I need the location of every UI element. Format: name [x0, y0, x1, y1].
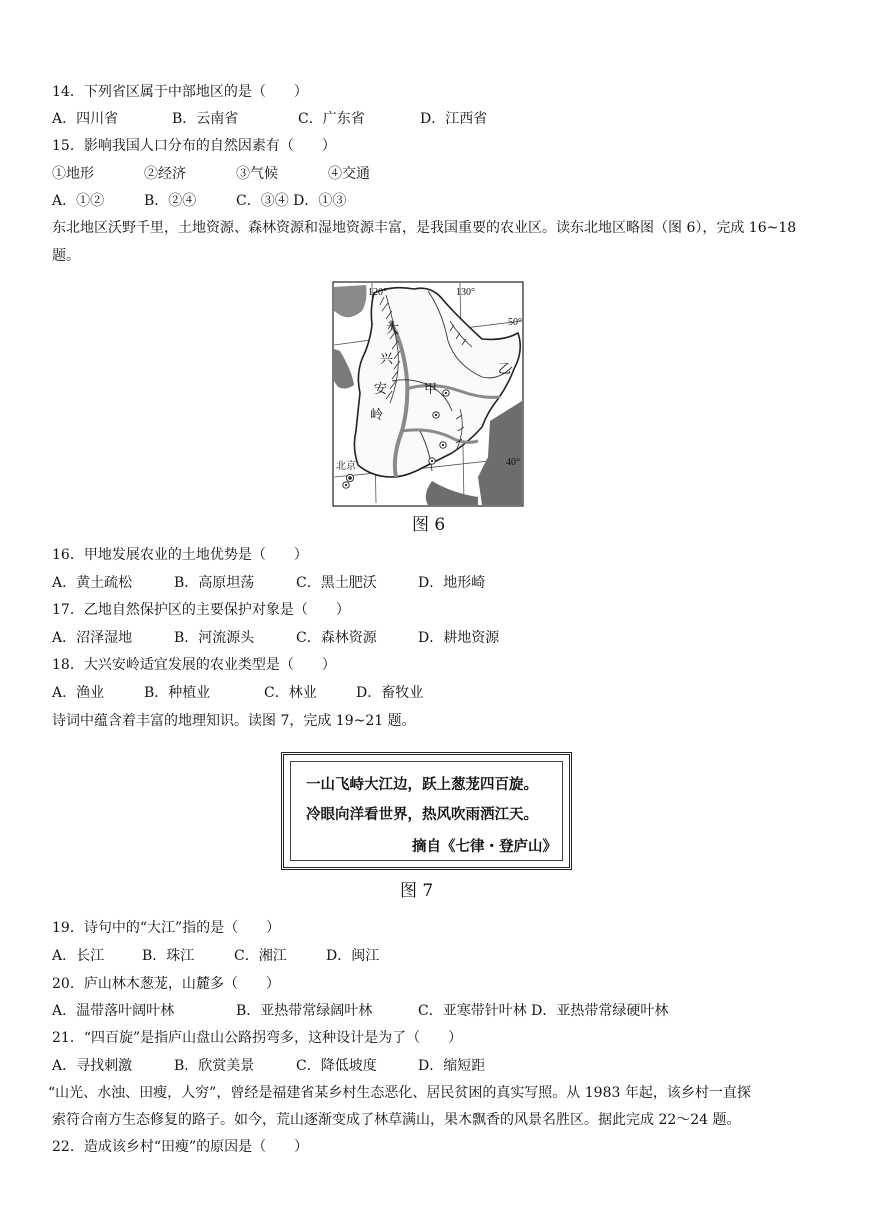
- figure-7-caption: 图 7: [400, 881, 434, 901]
- q18-stem: 18．大兴安岭适宜发展的农业类型是（ ）: [52, 657, 336, 673]
- northeast-china-map: [332, 281, 524, 507]
- poem-source: 摘自《七律・登庐山》: [412, 838, 557, 855]
- q14-stem: 14．下列省区属于中部地区的是（ ）: [52, 84, 308, 100]
- range-char-4: 岭: [370, 408, 384, 423]
- q20-stem: 20．庐山林木葱茏，山麓多（ ）: [52, 976, 280, 992]
- range-char-1: 大: [386, 322, 400, 337]
- lat-40-label: 40°: [506, 457, 520, 468]
- q18-option-b: B．种植业: [144, 685, 211, 701]
- q19-option-a: A．长江: [52, 948, 105, 964]
- lon-120-label: 120°: [368, 287, 387, 298]
- q19-option-c: C．湘江: [234, 948, 287, 964]
- q21-stem: 21．“四百旋”是指庐山盘山公路拐弯多，这种设计是为了（ ）: [52, 1030, 463, 1046]
- q16-stem: 16．甲地发展农业的土地优势是（ ）: [52, 547, 308, 563]
- intro-22-24-line2: 索符合南方生态修复的路子。如今，荒山逐渐变成了林草满山，果木飘香的风景名胜区。据此完成 22～24 题。: [52, 1112, 741, 1128]
- q15-option-a: A．①②: [52, 193, 105, 209]
- q20-option-a: A．温带落叶阔叶林: [52, 1003, 175, 1019]
- q14-option-c: C．广东省: [298, 111, 365, 127]
- figure-7-poem-box: [281, 752, 572, 870]
- lat-50-label: 50°: [508, 317, 522, 328]
- range-char-2: 兴: [380, 352, 394, 367]
- q17-option-c: C．森林资源: [296, 630, 377, 646]
- q18-option-d: D．畜牧业: [356, 685, 424, 701]
- q15-item-1: ①地形: [52, 166, 94, 182]
- label-yi: 乙: [498, 362, 512, 377]
- q21-option-c: C．降低坡度: [296, 1058, 377, 1074]
- q21-option-a: A．寻找刺激: [52, 1058, 133, 1074]
- q16-option-b: B．高原坦荡: [174, 575, 255, 591]
- poem-line-1: 一山飞峙大江边，跃上葱茏四百旋。: [306, 776, 538, 793]
- q16-option-c: C．黑土肥沃: [296, 575, 377, 591]
- intro-19-21: 诗词中蕴含着丰富的地理知识。读图 7，完成 19~21 题。: [52, 713, 416, 729]
- q20-option-b: B．亚热带常绿阔叶林: [236, 1003, 373, 1019]
- q17-option-a: A．沼泽湿地: [52, 630, 133, 646]
- q15-item-2: ②经济: [144, 166, 186, 182]
- q15-item-3: ③气候: [236, 166, 278, 182]
- label-beijing: 北京: [336, 461, 356, 472]
- q14-option-d: D．江西省: [420, 111, 488, 127]
- q21-option-d: D．缩短距: [418, 1058, 486, 1074]
- q20-option-cd: C．亚寒带针叶林 D．亚热带常绿硬叶林: [418, 1003, 669, 1019]
- q16-option-a: A．黄土疏松: [52, 575, 133, 591]
- figure-6-map: [332, 281, 524, 507]
- q21-option-b: B．欣赏美景: [174, 1058, 255, 1074]
- q19-option-b: B．珠江: [142, 948, 195, 964]
- label-jia: 甲: [424, 382, 438, 397]
- q15-option-b: B．②④: [144, 193, 197, 209]
- q17-stem: 17．乙地自然保护区的主要保护对象是（ ）: [52, 602, 350, 618]
- q19-stem: 19．诗句中的“大江”指的是（ ）: [52, 920, 281, 936]
- intro-22-24-line1: “山光、水浊、田瘦，人穷”，曾经是福建省某乡村生态恶化、居民贫困的真实写照。从 1983 年起，该乡村一直探: [48, 1085, 751, 1101]
- q14-option-a: A．四川省: [52, 111, 119, 127]
- intro-16-18: 东北地区沃野千里，土地资源、森林资源和湿地资源丰富，是我国重要的农业区。读东北地区略图（图 6），完成 16~18 题。: [52, 220, 797, 264]
- poem-line-2: 冷眼向洋看世界，热风吹雨洒江天。: [306, 806, 538, 823]
- lon-130-label: 130°: [456, 287, 475, 298]
- q17-option-d: D．耕地资源: [418, 630, 500, 646]
- q16-option-d: D．地形崎: [418, 575, 486, 591]
- q15-option-cd: C．③④ D．①③: [236, 193, 347, 209]
- q17-option-b: B．河流源头: [174, 630, 255, 646]
- range-char-3: 安: [374, 382, 388, 397]
- q18-option-a: A．渔业: [52, 685, 105, 701]
- q19-option-d: D．闽江: [326, 948, 380, 964]
- q15-stem: 15．影响我国人口分布的自然因素有（ ）: [52, 138, 336, 154]
- q14-option-b: B．云南省: [172, 111, 239, 127]
- q22-stem: 22．造成该乡村“田瘦”的原因是（ ）: [52, 1139, 309, 1155]
- q15-item-4: ④交通: [328, 166, 370, 182]
- q18-option-c: C．林业: [264, 685, 317, 701]
- figure-6-caption: 图 6: [412, 515, 446, 535]
